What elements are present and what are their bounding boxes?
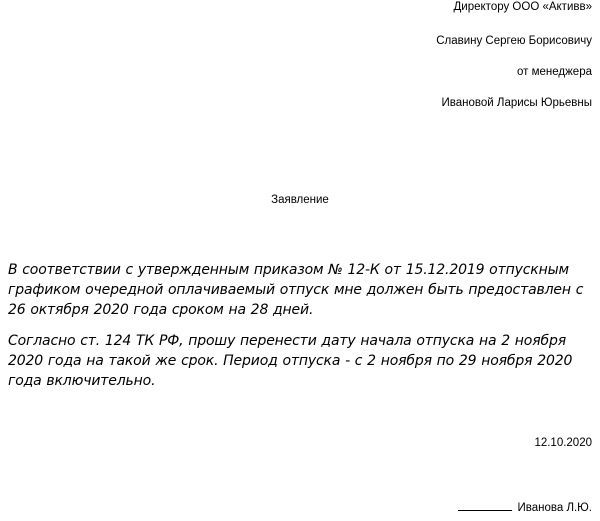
- signature-name: Иванова Л.Ю.: [517, 502, 592, 514]
- sender-position: от менеджера: [517, 66, 592, 78]
- signature-line: [458, 500, 512, 511]
- signature-block: [458, 500, 592, 515]
- document-title: Заявление: [271, 194, 329, 206]
- recipient-position: Директору ООО «Активв»: [453, 1, 592, 13]
- recipient-name: Славину Сергею Борисовичу: [436, 35, 592, 47]
- body-paragraph-2: Согласно ст. 124 ТК РФ, прошу перенести дату начала отпуска на 2 ноября 2020 года на такой же срок. Период отпуска - с 2 ноября по 29 ноября 2020 года включительно.: [8, 333, 573, 389]
- body-paragraph-1: В соответствии с утвержденным приказом № 12-К от 15.12.2019 отпускным графиком очередной оплачиваемый отпуск мне должен быть предоставлен с 26 октября 2020 года сроком на 28 дней.: [8, 262, 584, 318]
- sender-name: Ивановой Ларисы Юрьевны: [441, 97, 592, 109]
- document-date: 12.10.2020: [534, 437, 592, 449]
